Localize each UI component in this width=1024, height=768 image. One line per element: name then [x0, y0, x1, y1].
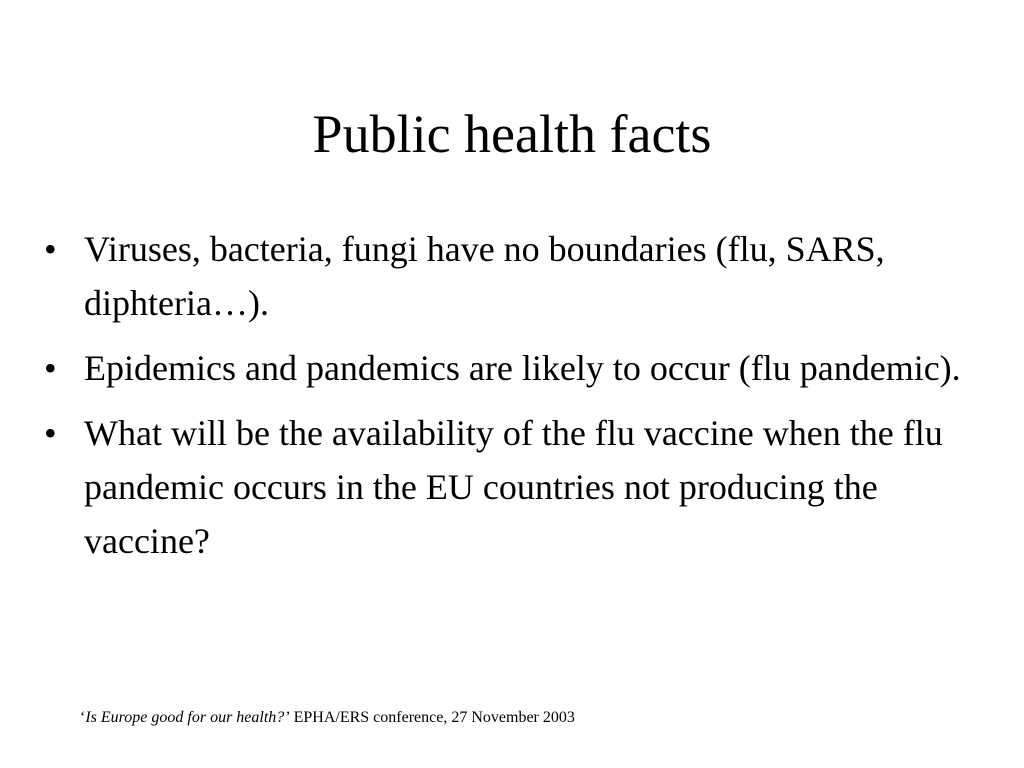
bullet-item: [44, 341, 984, 395]
bullet-icon: •: [44, 413, 57, 453]
bullet-icon: •: [44, 229, 57, 269]
footer-quoted-title: Is Europe good for our health?’: [85, 709, 290, 726]
bullet-item: [44, 406, 984, 568]
bullet-text: Viruses, bacteria, fungi have no boundaries (flu, SARS, diphteria…).: [84, 229, 885, 323]
bullet-item: [44, 222, 984, 330]
bullet-text: Epidemics and pandemics are likely to occur (flu pandemic).: [84, 348, 961, 388]
slide-title: Public health facts: [312, 104, 712, 164]
bullet-icon: •: [44, 348, 57, 388]
bullet-text: What will be the availability of the flu vaccine when the flu pandemic occurs in the EU countries not producing the vaccine?: [84, 413, 943, 561]
footer-open-quote: ‘: [80, 709, 86, 726]
slide-footer: [80, 708, 575, 728]
bullet-list: [44, 222, 984, 579]
footer-source: EPHA/ERS conference, 27 November 2003: [289, 709, 575, 726]
